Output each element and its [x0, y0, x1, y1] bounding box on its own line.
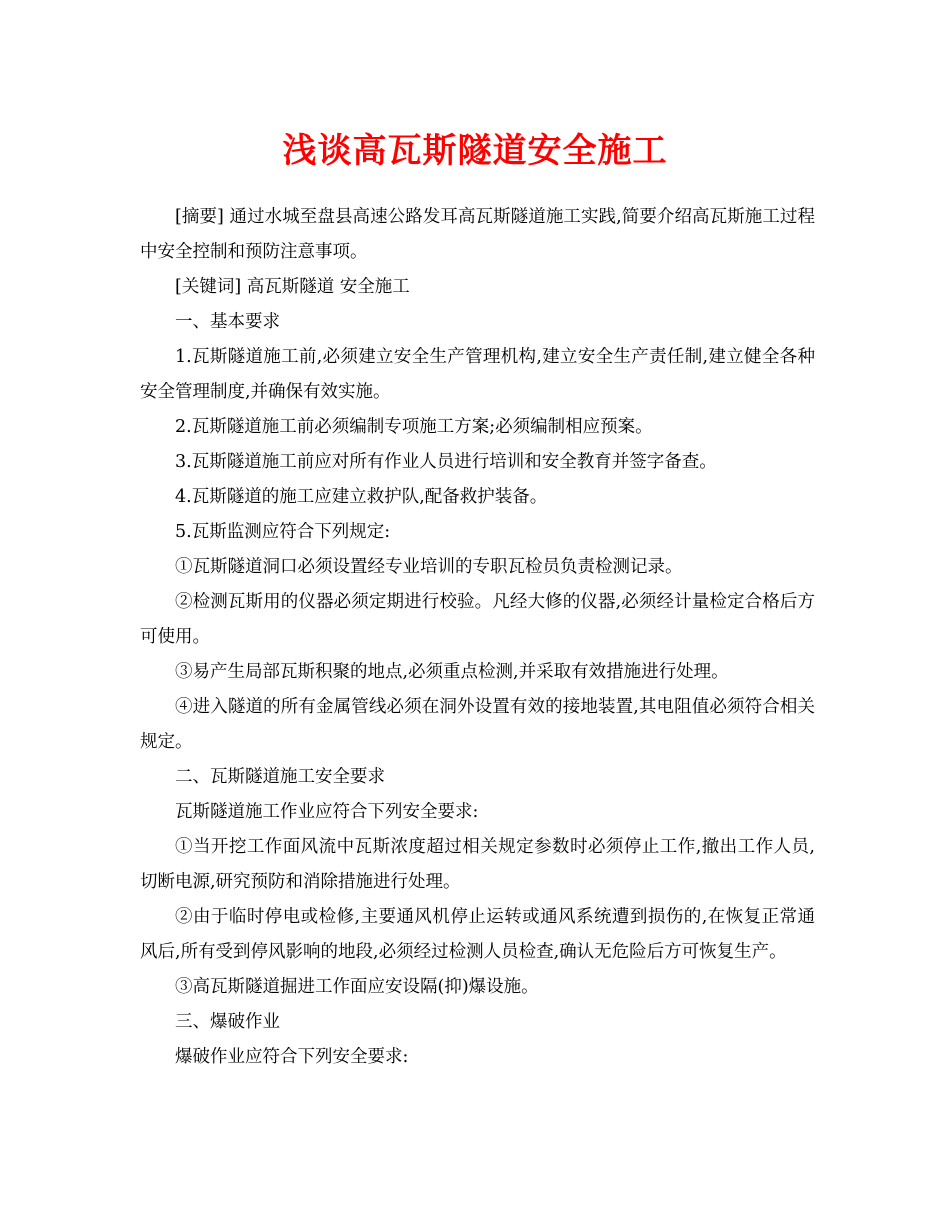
list-item: 1.瓦斯隧道施工前,必须建立安全生产管理机构,建立安全生产责任制,建立健全各种安全管理制度,并确保有效实施。: [140, 347, 815, 402]
list-item: ④进入隧道的所有金属管线必须在洞外设置有效的接地装置,其电阻值必须符合相关规定。: [140, 697, 815, 752]
keywords-paragraph: [关键词] 高瓦斯隧道 安全施工: [175, 277, 410, 297]
section-heading-safety-requirements: 二、瓦斯隧道施工安全要求: [175, 767, 385, 787]
list-item: ②检测瓦斯用的仪器必须定期进行校验。凡经大修的仪器,必须经计量检定合格后方可使用。: [140, 592, 815, 647]
list-item: ③高瓦斯隧道掘进工作面应安设隔(抑)爆设施。: [175, 977, 539, 997]
document-body: [140, 200, 815, 1075]
section-heading-basic-requirements: 一、基本要求: [175, 312, 280, 332]
list-item: 2.瓦斯隧道施工前必须编制专项施工方案;必须编制相应预案。: [175, 417, 653, 437]
list-item: 5.瓦斯监测应符合下列规定:: [175, 522, 391, 542]
list-item: 4.瓦斯隧道的施工应建立救护队,配备救护装备。: [175, 487, 548, 507]
body-paragraph: 爆破作业应符合下列安全要求:: [175, 1047, 409, 1067]
list-item: ①瓦斯隧道洞口必须设置经专业培训的专职瓦检员负责检测记录。: [175, 557, 683, 577]
body-paragraph: 瓦斯隧道施工作业应符合下列安全要求:: [175, 802, 479, 822]
list-item: 3.瓦斯隧道施工前应对所有作业人员进行培训和安全教育并签字备查。: [175, 452, 717, 472]
document-title: 浅谈高瓦斯隧道安全施工: [282, 131, 668, 171]
abstract-paragraph: [摘要] 通过水城至盘县高速公路发耳高瓦斯隧道施工实践,简要介绍高瓦斯施工过程中安全控制和预防注意事项。: [140, 207, 815, 262]
section-heading-blasting: 三、爆破作业: [175, 1012, 280, 1032]
list-item: ①当开挖工作面风流中瓦斯浓度超过相关规定参数时必须停止工作,撤出工作人员,切断电源,研究预防和消除措施进行处理。: [140, 837, 815, 892]
list-item: ②由于临时停电或检修,主要通风机停止运转或通风系统遭到损伤的,在恢复正常通风后,所有受到停风影响的地段,必须经过检测人员检查,确认无危险后方可恢复生产。: [140, 907, 815, 962]
list-item: ③易产生局部瓦斯积聚的地点,必须重点检测,并采取有效措施进行处理。: [175, 662, 729, 682]
